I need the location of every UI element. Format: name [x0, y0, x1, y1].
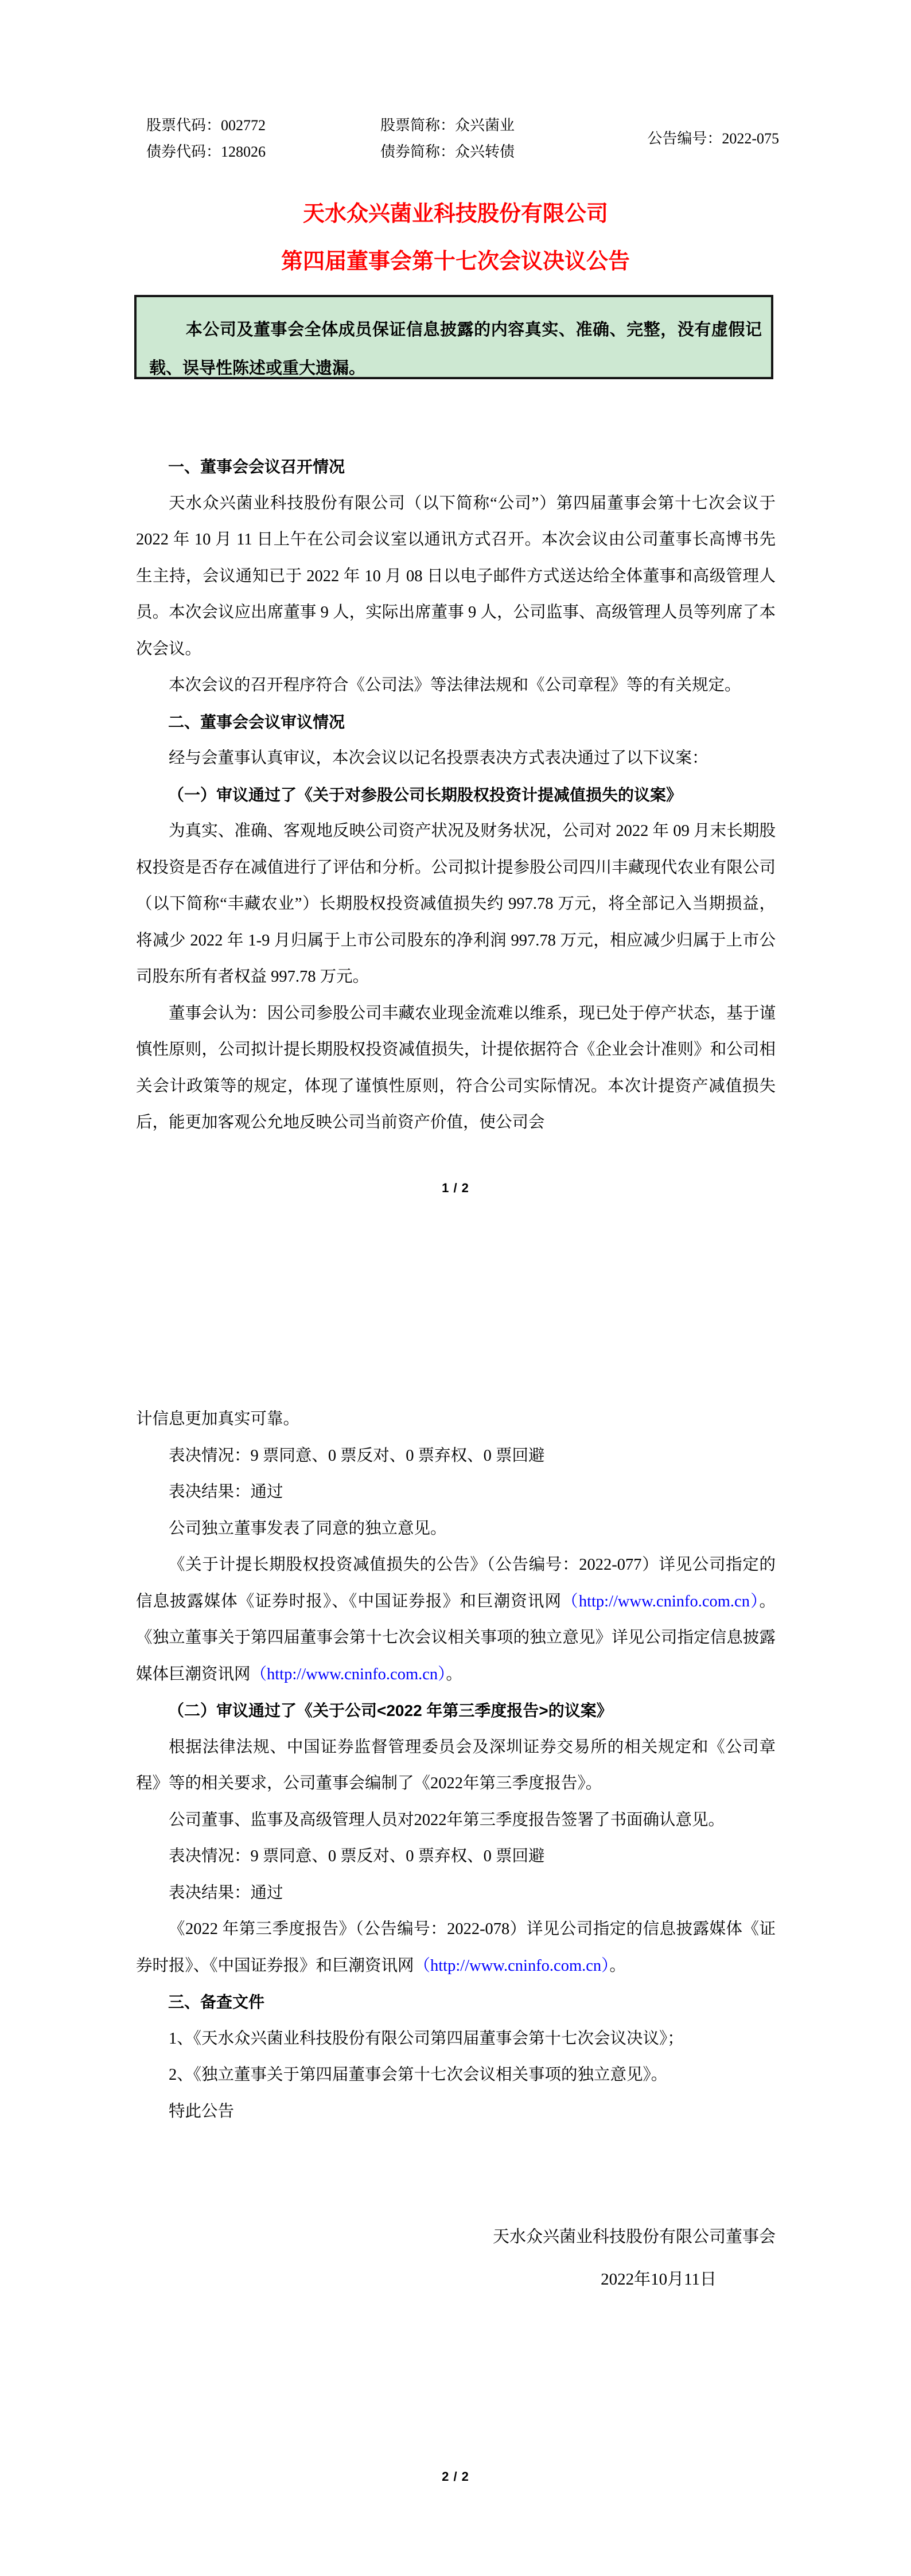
stock-name-label: 股票简称：众兴菌业 [380, 117, 515, 134]
cninfo-link[interactable]: （http://www.cninfo.com.cn） [250, 1665, 446, 1683]
cninfo-link[interactable]: （http://www.cninfo.com.cn） [562, 1592, 760, 1610]
vote-result-line: 表决结果：通过 [169, 1884, 283, 1902]
vote-status-line: 表决情况：9 票同意、0 票反对、0 票弃权、0 票回避 [169, 1446, 545, 1465]
stock-code-label: 股票代码：002772 [146, 117, 266, 134]
section-heading-3: 三、备查文件 [168, 1993, 265, 2011]
announcement-title: 第四届董事会第十七次会议决议公告 [281, 250, 630, 274]
paragraph-text: 。《独立董事关于第四届董事会第十七次会议相关事项的独立意见》详见公司指定信息披露媒体巨潮资讯网 [136, 1592, 776, 1683]
paragraph-with-links [136, 1911, 776, 1984]
vote-status-line: 表决情况：9 票同意、0 票反对、0 票弃权、0 票回避 [169, 1847, 545, 1865]
board-signature: 天水众兴菌业科技股份有限公司董事会 [492, 2228, 776, 2246]
paragraph: 董事会认为：因公司参股公司丰藏农业现金流难以维系，现已处于停产状态，基于谨慎性原则，公司拟计提长期股权投资减值损失，计提依据符合《企业会计准则》和公司相关会计政策等的规定，体现了谨慎性原则，符合公司实际情况。本次计提资产减值损失后，能更加客观公允地反映公司当前资产价值，使公司会 [136, 1004, 776, 1131]
paragraph-with-links [136, 1547, 776, 1692]
page-2-body [136, 1401, 776, 2130]
paragraph: 为真实、准确、客观地反映公司资产状况及财务状况，公司对 2022 年 09 月末长期股权投资是否存在减值进行了评估和分析。公司拟计提参股公司四川丰藏现代农业有限公司（以下简称“丰藏农业”）长期股权投资减值损失约 997.78 万元，将全部记入当期损益，将减少 2022 年 1-9 月归属于上市公司股东的净利润 997.78 万元，相应减少归属于上市公司股东所有者权益 997.78 万元。 [136, 822, 776, 986]
announcement-number: 公告编号：2022-075 [647, 130, 779, 147]
independent-opinion-line: 公司独立董事发表了同意的独立意见。 [169, 1519, 447, 1538]
vote-result-line: 表决结果：通过 [169, 1483, 283, 1501]
paragraph: 天水众兴菌业科技股份有限公司（以下简称“公司”）第四届董事会第十七次会议于 2022 年 10 月 11 日上午在公司会议室以通讯方式召开。本次会议由公司董事长高博书先生主持，会议通知已于 2022 年 10 月 08 日以电子邮件方式送达给全体董事和高级管理人员。本次会议应出席董事 9 人，实际出席董事 9 人，公司监事、高级管理人员等列席了本次会议。 [136, 494, 776, 658]
paragraph: 经与会董事认真审议，本次会议以记名投票表决方式表决通过了以下议案： [169, 749, 708, 767]
bond-name-label: 债券简称：众兴转债 [380, 143, 515, 160]
page-number-1: 1 / 2 [442, 1181, 469, 1195]
disclosure-notice-text: 本公司及董事会全体成员保证信息披露的内容真实、准确、完整，没有虚假记载、误导性陈述或重大遗漏。 [149, 321, 762, 378]
paragraph: 公司董事、监事及高级管理人员对2022年第三季度报告签署了书面确认意见。 [169, 1811, 725, 1829]
paragraph-text: 。 [609, 1956, 626, 1975]
section-heading-2: 二、董事会会议审议情况 [168, 713, 345, 731]
proposal-heading-2: （二）审议通过了《关于公司<2022 年第三季度报告>的议案》 [168, 1702, 613, 1719]
company-title: 天水众兴菌业科技股份有限公司 [302, 202, 608, 226]
paragraph-text: 《关于计提长期股权投资减值损失的公告》（公告编号：2022-077）详见公司指定的信息披露媒体《证券时报》、《中国证券报》和巨潮资讯网 [136, 1556, 776, 1610]
disclosure-notice-box [134, 295, 773, 379]
paragraph-text: 《2022 年第三季度报告》（公告编号：2022-078）详见公司指定的信息披露媒体《证券时报》、《中国证券报》和巨潮资讯网 [136, 1920, 776, 1975]
paragraph-continuation: 计信息更加真实可靠。 [136, 1410, 300, 1428]
reference-document-2: 2、《独立董事关于第四届董事会第十七次会议相关事项的独立意见》。 [169, 2066, 668, 2084]
paragraph-text: 。 [446, 1665, 462, 1683]
page-number-2: 2 / 2 [442, 2469, 469, 2484]
page-1-body [136, 449, 776, 1141]
reference-document-1: 1、《天水众兴菌业科技股份有限公司第四届董事会第十七次会议决议》； [169, 2029, 684, 2048]
bond-code-label: 债券代码：128026 [146, 143, 266, 160]
paragraph: 根据法律法规、中国证券监督管理委员会及深圳证券交易所的相关规定和《公司章程》等的相关要求，公司董事会编制了《2022年第三季度报告》。 [136, 1738, 776, 1792]
proposal-heading-1: （一）审议通过了《关于对参股公司长期股权投资计提减值损失的议案》 [168, 785, 683, 804]
signature-date: 2022年10月11日 [601, 2270, 717, 2289]
paragraph: 本次会议的召开程序符合《公司法》等法律法规和《公司章程》等的有关规定。 [169, 676, 741, 694]
cninfo-link[interactable]: （http://www.cninfo.com.cn） [414, 1956, 610, 1975]
closing-line: 特此公告 [169, 2102, 235, 2120]
section-heading-1: 一、董事会会议召开情况 [168, 458, 345, 476]
